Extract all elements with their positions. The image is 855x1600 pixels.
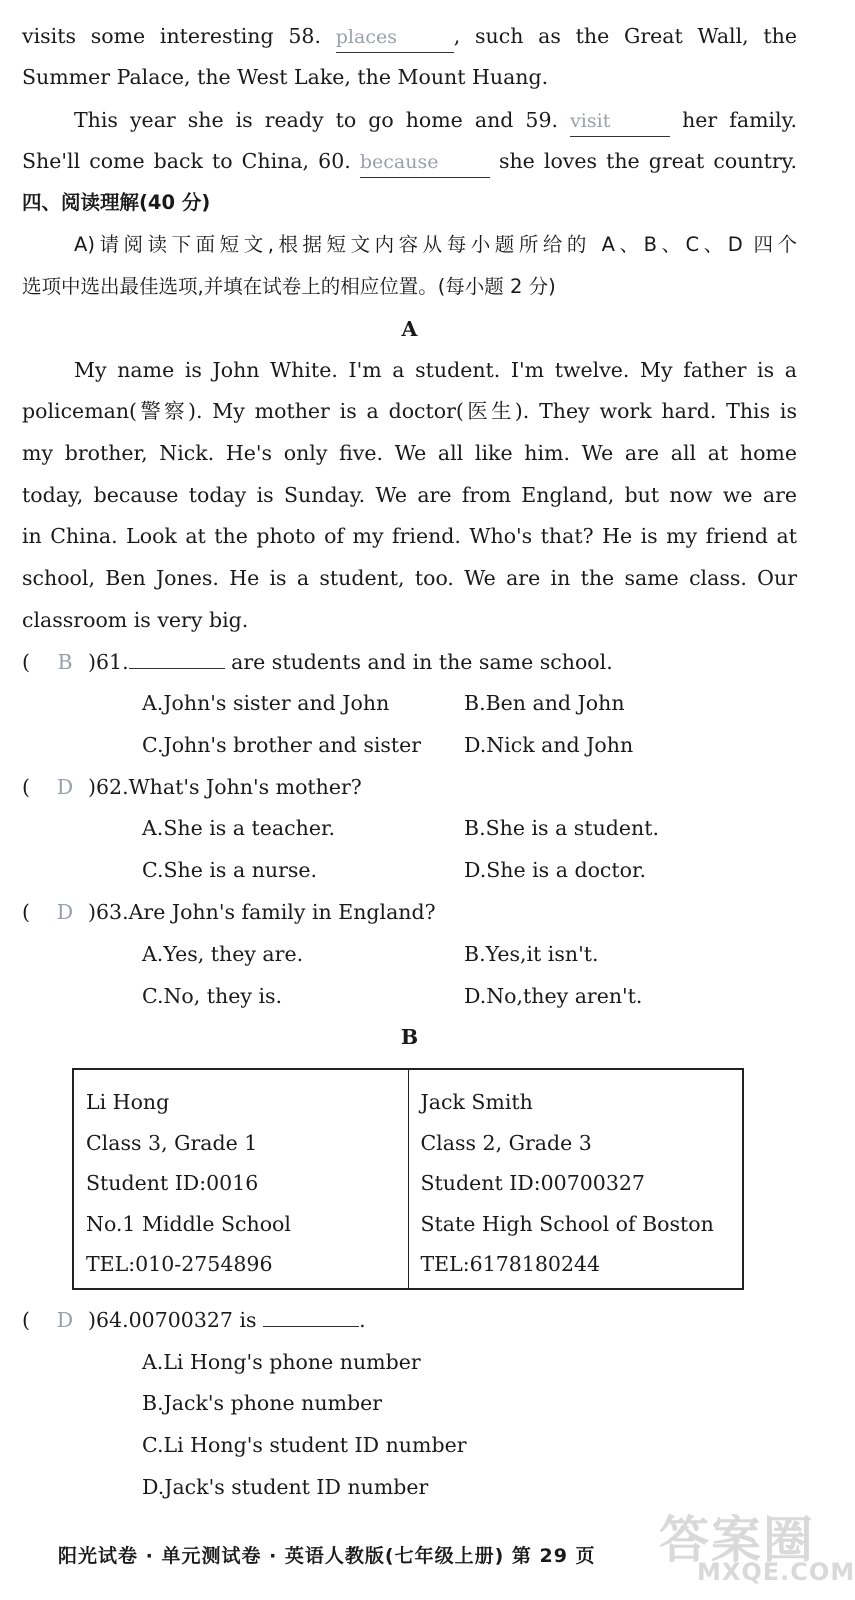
cloze-line-2: Summer Palace, the West Lake, the Mount Huang.: [22, 65, 549, 89]
answer-blank: [129, 650, 225, 669]
cloze-text: visits some interesting 58.: [22, 24, 321, 48]
paren-left: (: [22, 900, 30, 924]
card-student-id: Student ID:00700327: [420, 1171, 645, 1196]
cloze-text: This year she is ready to go home and 59.: [74, 108, 559, 132]
page-footer: 阳光试卷 · 单元测试卷 · 英语人教版(七年级上册) 第 29 页: [58, 1545, 596, 1567]
option-a: A.Li Hong's phone number: [142, 1350, 421, 1374]
option-c: C.She is a nurse.: [142, 858, 318, 882]
option-a: A.John's sister and John: [142, 691, 390, 715]
option-b: B.Jack's phone number: [142, 1391, 383, 1415]
option-c: C.John's brother and sister: [142, 733, 422, 757]
cloze-text: she loves the great country.: [498, 149, 798, 173]
answer-63: D: [56, 900, 74, 924]
answer-61: B: [57, 650, 73, 674]
option-c: C.Li Hong's student ID number: [142, 1433, 467, 1457]
question-62: [22, 772, 362, 802]
cloze-text: her family.: [682, 108, 797, 132]
answer-58: places: [336, 22, 454, 53]
card-tel: TEL:010-2754896: [86, 1252, 273, 1277]
cloze-line-3: [74, 105, 797, 137]
option-b: B.Yes,it isn't.: [464, 942, 599, 966]
question-61: [22, 647, 613, 677]
answer-60: because: [360, 147, 490, 178]
passage-a-heading: A: [401, 317, 418, 341]
answer-blank: [263, 1308, 359, 1327]
card-name: Li Hong: [86, 1090, 170, 1114]
passage-a-line: my brother, Nick. He's only five. We all like him. We are all at home: [22, 441, 797, 465]
cloze-line-1: [22, 21, 797, 53]
option-c: C.No, they is.: [142, 984, 283, 1008]
question-64: [22, 1305, 366, 1335]
watermark-url: MXQE.COM: [697, 1558, 855, 1586]
card-class: Class 3, Grade 1: [86, 1130, 258, 1155]
answer-64: D: [56, 1308, 74, 1332]
watermark-text: 答案圈: [659, 1511, 815, 1569]
option-d: D.She is a doctor.: [464, 858, 647, 882]
passage-a-line: today, because today is Sunday. We are from England, but now we are: [22, 483, 797, 507]
question-number: )61.: [88, 650, 129, 674]
watermark-logo: [659, 1500, 855, 1590]
option-d: D.Nick and John: [464, 733, 634, 757]
question-63: [22, 897, 436, 927]
section-title: 四、阅读理解(40 分): [22, 191, 211, 214]
passage-a-line: school, Ben Jones. He is a student, too. We are in the same class. Our: [22, 566, 797, 590]
answer-59: visit: [570, 106, 670, 137]
option-b: B.She is a student.: [464, 816, 659, 840]
passage-a-line: classroom is very big.: [22, 608, 249, 632]
question-number: )63.: [88, 900, 129, 924]
cloze-line-4: [22, 146, 797, 178]
card-name: Jack Smith: [420, 1090, 533, 1114]
paren-left: (: [22, 1308, 30, 1332]
question-stem: are students and in the same school.: [231, 650, 613, 674]
option-a: A.Yes, they are.: [142, 942, 304, 966]
option-a: A.She is a teacher.: [142, 816, 336, 840]
option-d: D.No,they aren't.: [464, 984, 643, 1008]
card-li-hong: [73, 1069, 408, 1289]
instructions-line-2: 选项中选出最佳选项,并填在试卷上的相应位置。(每小题 2 分): [22, 275, 556, 298]
student-card-table: [72, 1068, 744, 1290]
card-school: State High School of Boston: [420, 1211, 714, 1236]
paren-left: (: [22, 775, 30, 799]
option-b: B.Ben and John: [464, 691, 625, 715]
card-school: No.1 Middle School: [86, 1211, 291, 1236]
answer-62: D: [56, 775, 74, 799]
question-period: .: [359, 1308, 366, 1332]
passage-a-line: in China. Look at the photo of my friend. Who's that? He is my friend at: [22, 524, 797, 548]
card-tel: TEL:6178180244: [420, 1252, 601, 1277]
option-d: D.Jack's student ID number: [142, 1475, 429, 1499]
cloze-text: She'll come back to China, 60.: [22, 149, 351, 173]
question-number: )62.: [88, 775, 129, 799]
card-class: Class 2, Grade 3: [420, 1130, 592, 1155]
paren-left: (: [22, 650, 30, 674]
passage-b-heading: B: [400, 1025, 419, 1049]
cloze-text: , such as the Great Wall, the: [453, 24, 797, 48]
question-stem: What's John's mother?: [128, 775, 362, 799]
card-student-id: Student ID:0016: [86, 1171, 259, 1196]
question-stem: Are John's family in England?: [128, 900, 436, 924]
question-stem: 00700327 is: [128, 1308, 257, 1332]
passage-a-line: My name is John White. I'm a student. I'm twelve. My father is a: [74, 358, 797, 382]
instructions-line-1: A)请阅读下面短文,根据短文内容从每小题所给的 A、B、C、D 四个: [74, 233, 797, 256]
question-number: )64.: [88, 1308, 129, 1332]
card-jack-smith: [408, 1069, 743, 1289]
passage-a-line: policeman(警察). My mother is a doctor(医生). They work hard. This is: [22, 399, 797, 423]
